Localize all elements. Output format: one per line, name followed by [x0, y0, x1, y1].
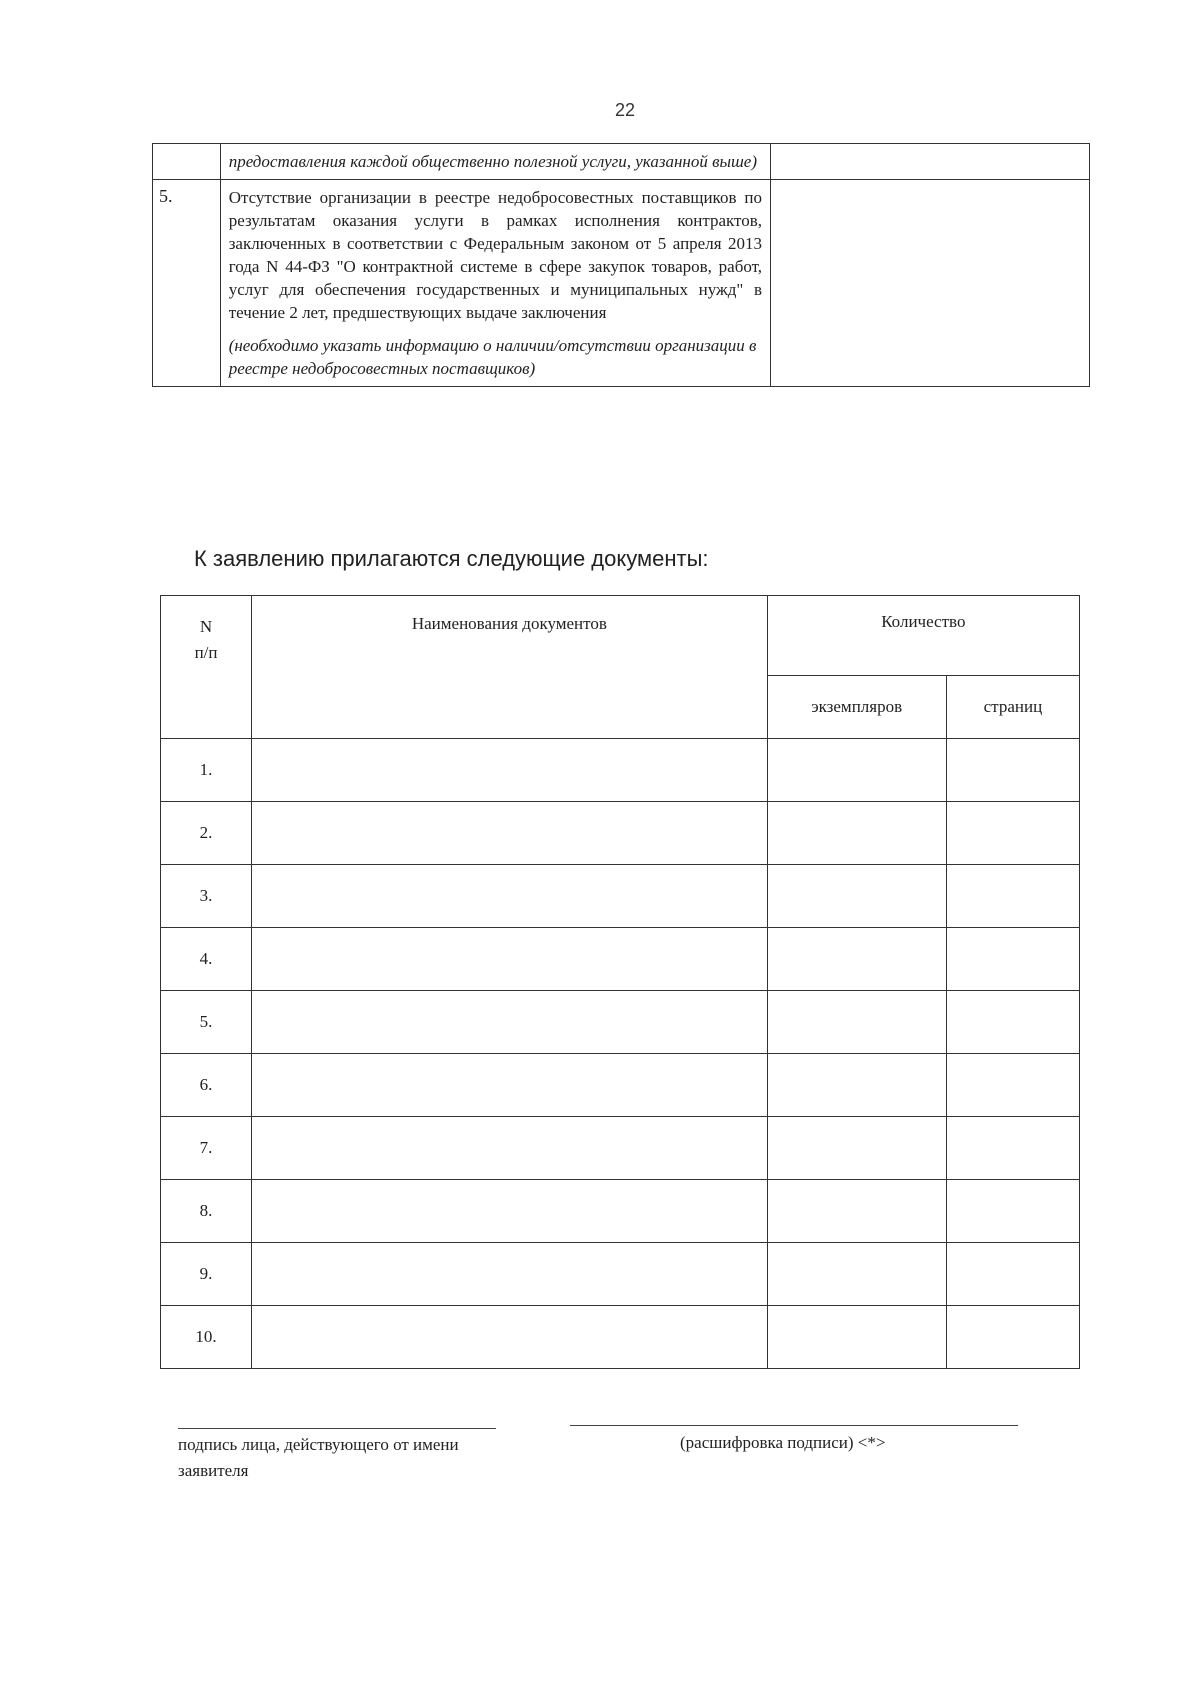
table-row [161, 739, 1080, 802]
document-name-cell[interactable] [252, 1243, 768, 1306]
table-row [161, 991, 1080, 1054]
copies-cell[interactable] [767, 991, 946, 1054]
row-number-cell: 6. [161, 1054, 252, 1117]
row-number-cell: 8. [161, 1180, 252, 1243]
copies-cell[interactable] [767, 1054, 946, 1117]
copies-cell[interactable] [767, 739, 946, 802]
signature-line[interactable] [178, 1428, 496, 1429]
copies-cell[interactable] [767, 928, 946, 991]
pages-cell[interactable] [946, 1054, 1079, 1117]
document-name-cell[interactable] [252, 928, 768, 991]
pages-cell[interactable] [946, 1306, 1079, 1369]
header-number [161, 596, 252, 739]
table-row [161, 928, 1080, 991]
copies-cell[interactable] [767, 1117, 946, 1180]
table-row [161, 1306, 1080, 1369]
row-number-cell: 9. [161, 1243, 252, 1306]
copies-cell[interactable] [767, 865, 946, 928]
header-quantity: Количество [767, 596, 1079, 676]
row-number-cell: 7. [161, 1117, 252, 1180]
table-row [153, 144, 1090, 180]
pages-cell[interactable] [946, 928, 1079, 991]
row-main-text: Отсутствие организации в реестре недобросовестных поставщиков по результатам оказания услуги в рамках исполнения контрактов, заключенных в соответствии с Федеральным законом от 5 апреля 2013 года N 44-ФЗ "О контрактной системе в сфере закупок товаров, работ, услуг для обеспечения государственных и муниципальных нужд" в течение 2 лет, предшествующих выдаче заключения [228, 188, 763, 322]
row-number-cell: 4. [161, 928, 252, 991]
signature-decoding-label: (расшифровка подписи) <*> [680, 1433, 886, 1452]
copies-cell[interactable] [767, 1306, 946, 1369]
row-text-cell [220, 180, 770, 387]
document-name-cell[interactable] [252, 1117, 768, 1180]
table-row [153, 180, 1090, 387]
attachments-title: К заявлению прилагаются следующие документы: [194, 546, 709, 571]
table-row [161, 1180, 1080, 1243]
pages-cell[interactable] [946, 991, 1079, 1054]
row-number-cell: 3. [161, 865, 252, 928]
row-number-cell: 1. [161, 739, 252, 802]
documents-table [160, 595, 1080, 1369]
header-pages: страниц [946, 676, 1079, 739]
document-name-cell[interactable] [252, 865, 768, 928]
pages-cell[interactable] [946, 1243, 1079, 1306]
table-row [161, 1117, 1080, 1180]
header-copies: экземпляров [767, 676, 946, 739]
row-number-cell: 2. [161, 802, 252, 865]
copies-cell[interactable] [767, 802, 946, 865]
table-row [161, 865, 1080, 928]
document-name-cell[interactable] [252, 739, 768, 802]
pages-cell[interactable] [946, 802, 1079, 865]
copies-cell[interactable] [767, 1180, 946, 1243]
document-name-cell[interactable] [252, 1054, 768, 1117]
signature-decoding-line[interactable] [570, 1425, 1018, 1426]
pages-cell[interactable] [946, 1180, 1079, 1243]
table-row [161, 1054, 1080, 1117]
row-number-cell: 5. [161, 991, 252, 1054]
document-name-cell[interactable] [252, 991, 768, 1054]
row-number-cell [153, 144, 221, 180]
pages-cell[interactable] [946, 1117, 1079, 1180]
table-row [161, 1243, 1080, 1306]
header-number-line2: п/п [194, 643, 218, 662]
copies-cell[interactable] [767, 1243, 946, 1306]
table-row [161, 802, 1080, 865]
header-row [161, 596, 1080, 676]
page-number: 22 [614, 100, 636, 120]
document-name-cell[interactable] [252, 802, 768, 865]
document-name-cell[interactable] [252, 1180, 768, 1243]
row-number-cell: 5. [153, 180, 221, 387]
row-value-cell[interactable] [771, 180, 1090, 387]
header-number-line1: N [199, 617, 213, 636]
pages-cell[interactable] [946, 865, 1079, 928]
header-document-name: Наименования документов [252, 596, 768, 739]
row-text-cell: предоставления каждой общественно полезной услуги, указанной выше) [220, 144, 770, 180]
pages-cell[interactable] [946, 739, 1079, 802]
row-note-text: (необходимо указать информацию о наличии/отсутствии организации в реестре недобросовестных поставщиков) [228, 336, 757, 378]
row-value-cell[interactable] [771, 144, 1090, 180]
row-number-cell: 10. [161, 1306, 252, 1369]
signature-label: подпись лица, действующего от имени заявителя [178, 1435, 459, 1480]
document-name-cell[interactable] [252, 1306, 768, 1369]
conditions-table [152, 143, 1090, 387]
